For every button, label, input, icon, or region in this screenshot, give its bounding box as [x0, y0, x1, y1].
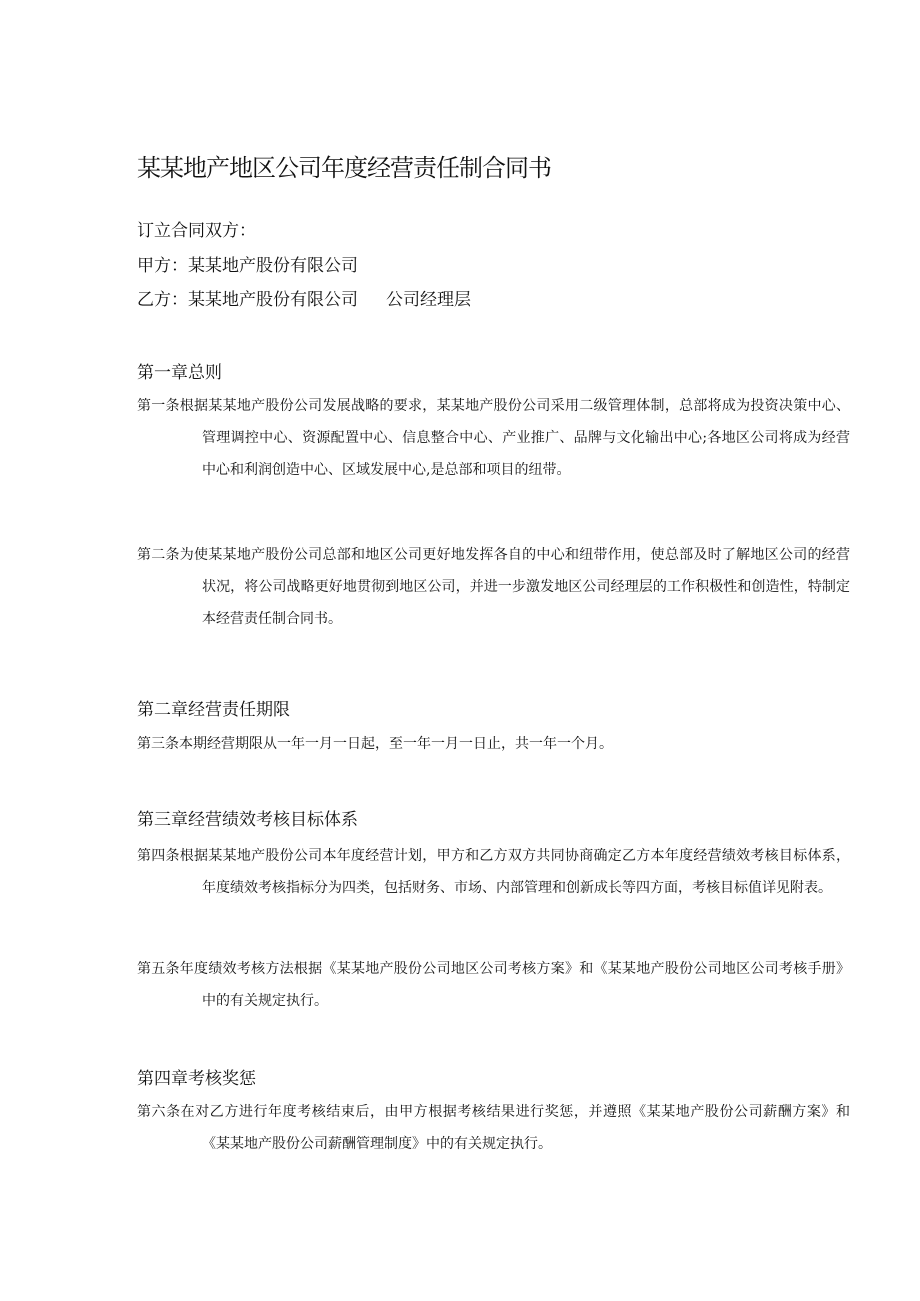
party-b-name: 乙方：某某地产股份有限公司 — [137, 290, 358, 310]
article-1: 第一条根据某某地产股份公司发展战略的要求，某某地产股份公司采用二级管理体制，总部将成为投资决策中心、管理调控中心、资源配置中心、信息整合中心、产业推广、品牌与文化输出中心;各地区公司将成为经营中心和利润创造中心、区域发展中心,是总部和项目的纽带。 — [137, 398, 850, 478]
chapter-4-title: 第四章考核奖惩 — [137, 1069, 256, 1089]
article-6: 第六条在对乙方进行年度考核结束后，由甲方根据考核结果进行奖惩，并遵照《某某地产股份公司薪酬方案》和《某某地产股份公司薪酬管理制度》中的有关规定执行。 — [137, 1104, 850, 1152]
chapter-1-title: 第一章总则 — [137, 363, 222, 383]
article-2: 第二条为使某某地产股份公司总部和地区公司更好地发挥各自的中心和纽带作用，使总部及时了解地区公司的经营状况，将公司战略更好地贯彻到地区公司，并进一步激发地区公司经理层的工作积极性和创造性，特制定本经营责任制合同书。 — [137, 547, 850, 627]
document-title: 某某地产地区公司年度经营责任制合同书 — [137, 154, 551, 182]
chapter-2-title: 第二章经营责任期限 — [137, 700, 290, 720]
article-4: 第四条根据某某地产股份公司本年度经营计划，甲方和乙方双方共同协商确定乙方本年度经营绩效考核目标体系，年度绩效考核指标分为四类，包括财务、市场、内部管理和创新成长等四方面，考核目标值详见附表。 — [137, 848, 850, 896]
article-3: 第三条本期经营期限从一年一月一日起，至一年一月一日止，共一年一个月。 — [137, 736, 613, 752]
article-5: 第五条年度绩效考核方法根据《某某地产股份公司地区公司考核方案》和《某某地产股份公司地区公司考核手册》中的有关规定执行。 — [137, 961, 850, 1009]
party-b — [137, 285, 471, 310]
party-a: 甲方：某某地产股份有限公司 — [137, 256, 358, 276]
chapter-3-title: 第三章经营绩效考核目标体系 — [137, 810, 358, 830]
party-b-suffix: 公司经理层 — [386, 290, 471, 310]
parties-heading: 订立合同双方： — [137, 221, 256, 241]
